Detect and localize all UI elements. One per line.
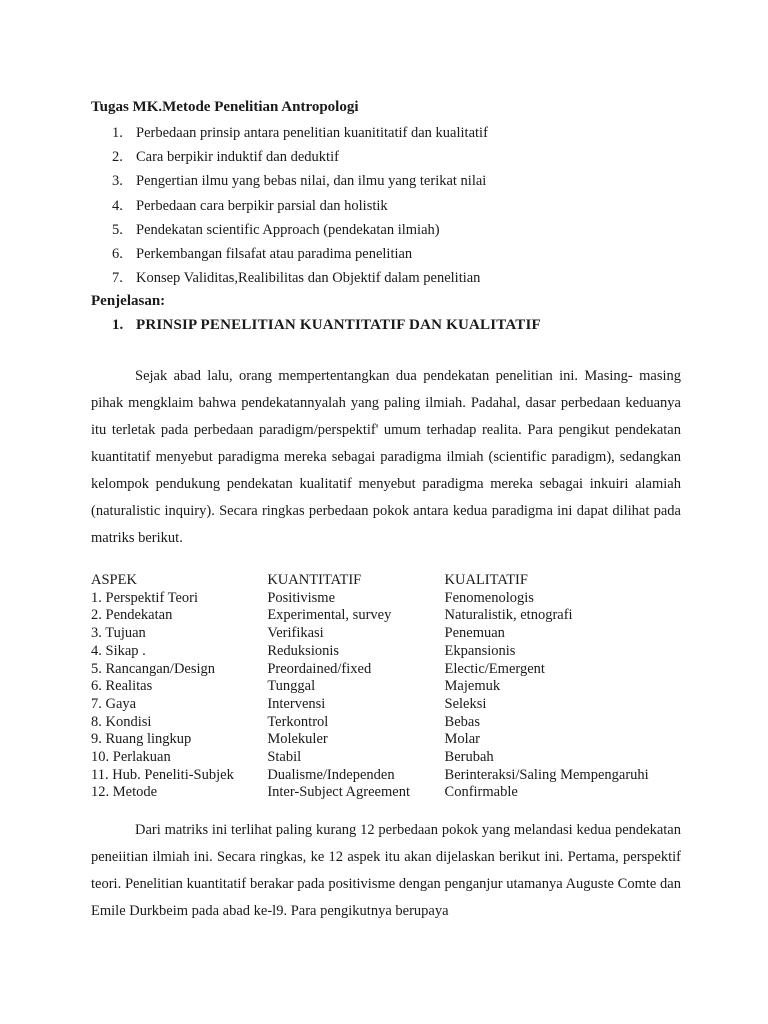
- table-row: [91, 678, 681, 696]
- matrix-cell: Berinteraksi/Saling Mempengaruhi: [444, 766, 649, 783]
- table-row: [91, 767, 681, 785]
- list-item-number: 1.: [112, 125, 123, 141]
- matrix-cell: Seleksi: [444, 695, 487, 712]
- matrix-header-cell: KUANTITATIF: [267, 572, 362, 588]
- explanation-heading: Penjelasan:: [91, 293, 166, 309]
- list-item-number: 4.: [112, 197, 123, 214]
- matrix-cell: 7. Gaya: [91, 695, 137, 712]
- list-item-number: 3.: [112, 173, 123, 190]
- matrix-cell: 6. Realitas: [91, 678, 153, 695]
- matrix-cell: Dualisme/Independen: [267, 766, 395, 783]
- matrix-cell: 10. Perlakuan: [91, 749, 171, 766]
- matrix-cell: Majemuk: [444, 678, 501, 695]
- matrix-cell: 9. Ruang lingkup: [91, 731, 192, 748]
- matrix-header-cell: ASPEK: [91, 572, 137, 588]
- matrix-cell: Stabil: [267, 749, 302, 766]
- section-number: 1.: [112, 317, 124, 333]
- table-row: [91, 590, 681, 608]
- matrix-cell: Intervensi: [267, 695, 326, 712]
- matrix-cell: 5. Rancangan/Design: [91, 660, 216, 677]
- list-item-text: Konsep Validitas,Realibilitas dan Objektif dalam penelitian: [136, 270, 481, 287]
- list-item-number: 5.: [112, 221, 123, 238]
- matrix-cell: Penemuan: [444, 625, 505, 642]
- matrix-cell: Electic/Emergent: [444, 660, 545, 677]
- list-item-text: Pengertian ilmu yang bebas nilai, dan ilmu yang terikat nilai: [136, 173, 487, 190]
- matrix-header-cell: KUALITATIF: [444, 572, 528, 588]
- document-title: Tugas MK.Metode Penelitian Antropologi: [91, 99, 359, 115]
- list-item-number: 2.: [112, 149, 123, 166]
- matrix-cell: 3. Tujuan: [91, 625, 146, 642]
- matrix-cell: Positivisme: [267, 589, 336, 606]
- table-row: [91, 714, 681, 732]
- matrix-cell: Molekuler: [267, 731, 328, 748]
- table-row: [91, 784, 681, 802]
- list-item-number: 6.: [112, 245, 123, 262]
- list-item-text: Perbedaan prinsip antara penelitian kuanititatif dan kualitatif: [136, 125, 488, 141]
- table-row: [91, 643, 681, 661]
- table-row: [91, 607, 681, 625]
- matrix-cell: 2. Pendekatan: [91, 607, 173, 624]
- matrix-cell: Terkontrol: [267, 713, 329, 730]
- list-item-number: 7.: [112, 270, 123, 287]
- matrix-cell: Berubah: [444, 749, 494, 766]
- list-item-text: Perkembangan filsafat atau paradima penelitian: [136, 245, 413, 262]
- table-row: [91, 696, 681, 714]
- matrix-cell: Naturalistik, etnografi: [444, 607, 573, 624]
- list-item-text: Perbedaan cara berpikir parsial dan holistik: [136, 197, 388, 214]
- matrix-cell: Fenomenologis: [444, 589, 534, 606]
- list-item-text: Pendekatan scientific Approach (pendekatan ilmiah): [136, 221, 440, 238]
- matrix-cell: 8. Kondisi: [91, 713, 152, 730]
- matrix-header-row: [91, 572, 681, 590]
- list-item-text: Cara berpikir induktif dan deduktif: [136, 149, 339, 166]
- matrix-cell: Verifikasi: [267, 625, 324, 642]
- matrix-cell: Inter-Subject Agreement: [267, 784, 410, 801]
- table-row: [91, 661, 681, 679]
- matrix-cell: Bebas: [444, 713, 480, 730]
- table-row: [91, 749, 681, 767]
- matrix-cell: Reduksionis: [267, 642, 340, 659]
- matrix-cell: 12. Metode: [91, 784, 158, 801]
- matrix-cell: Confirmable: [444, 784, 518, 801]
- matrix-cell: Experimental, survey: [267, 607, 392, 624]
- table-row: [91, 625, 681, 643]
- matrix-cell: Ekpansionis: [444, 642, 516, 659]
- matrix-cell: 11. Hub. Peneliti-Subjek: [91, 766, 234, 783]
- matrix-cell: 4. Sikap .: [91, 642, 146, 659]
- analysis-paragraph: Dari matriks ini terlihat paling kurang 12 perbedaan pokok yang melandasi kedua pendekatan peneiitian ilmiah ini. Secara ringkas, ke 12 aspek itu akan dijelaskan berikut ini. Pertama, perspektif teori. Penelitian kuantitatif berakar pada positivisme dengan penganjur utamanya Auguste Comte dan Emile Durkbeim pada abad ke-l9. Para pengikutnya berupaya: [91, 822, 681, 919]
- comparison-matrix: [91, 572, 681, 802]
- table-row: [91, 731, 681, 749]
- intro-paragraph: Sejak abad lalu, orang mempertentangkan dua pendekatan penelitian ini. Masing- masing pihak mengklaim bahwa pendekatannyalah yang paling ilmiah. Padahal, dasar perbedaan keduanya itu terletak pada perbedaan paradigm/perspektif' umum terhadap realita. Para pengikut pendekatan kuantitatif menyebut paradigma mereka sebagai paradigma ilmiah (scientific paradigm), sedangkan kelompok pendukung pendekatan kualitatif menyebut paradigma mereka sebagai inkuiri alamiah (naturalistic inquiry). Secara ringkas perbedaan pokok antara kedua paradigma ini dapat dilihat pada matriks berikut.: [91, 368, 681, 546]
- matrix-cell: Molar: [444, 731, 480, 748]
- matrix-cell: Preordained/fixed: [267, 660, 372, 677]
- matrix-cell: 1. Perspektif Teori: [91, 589, 199, 606]
- matrix-cell: Tunggal: [267, 678, 316, 695]
- section-title: PRINSIP PENELITIAN KUANTITATIF DAN KUALITATIF: [136, 317, 541, 333]
